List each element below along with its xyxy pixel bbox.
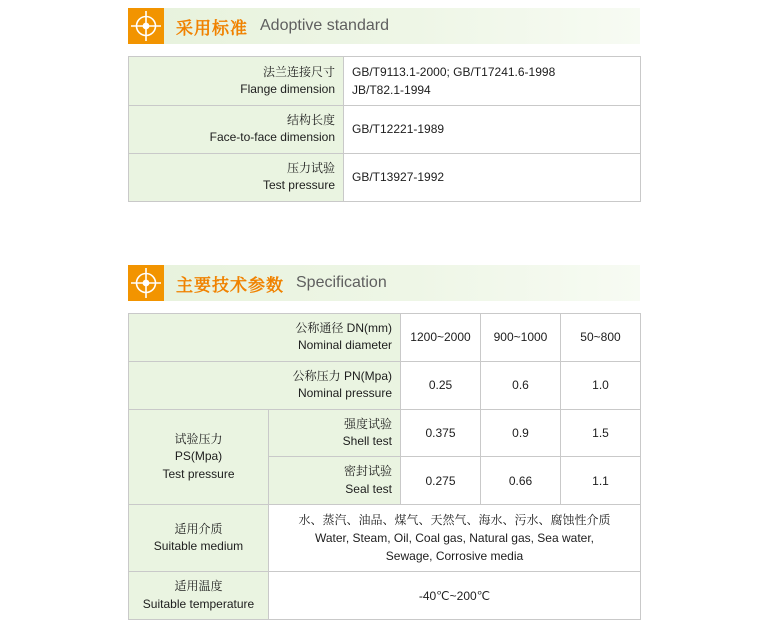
cell-nominal-pressure-1: 0.25 [401, 361, 481, 409]
row-value-flange-dimension [344, 57, 641, 106]
label-en: Face-to-face dimension [209, 130, 335, 145]
label-en: Suitable temperature [142, 596, 255, 611]
row-value-face-to-face [344, 106, 641, 154]
row-label-shell-test [269, 409, 401, 457]
cell-seal-test-2: 0.66 [481, 457, 561, 505]
label-unit: PS(Mpa) [174, 449, 223, 464]
section-title-cn: 采用标准 [176, 18, 248, 38]
row-label-test-pressure [129, 153, 344, 201]
label-en: Shell test [342, 433, 392, 448]
table-row [129, 153, 641, 201]
cell-shell-test-2: 0.9 [481, 409, 561, 457]
table-row [129, 314, 641, 362]
table-row [129, 361, 641, 409]
row-label-nominal-diameter [129, 314, 401, 362]
label-cn: 公称压力 PN(Mpa) [292, 368, 392, 383]
label-cn: 结构长度 [286, 113, 335, 127]
section-title-en: Adoptive standard [260, 17, 389, 34]
cell-nominal-diameter-2: 900~1000 [481, 314, 561, 362]
value-line: Water, Steam, Oil, Coal gas, Natural gas, Sea water, [314, 531, 594, 546]
specification-table [128, 313, 641, 620]
label-cn: 适用温度 [174, 579, 223, 594]
table-row [129, 409, 641, 457]
table-row [129, 57, 641, 106]
row-label-suitable-temperature [129, 572, 269, 620]
cell-nominal-diameter-3: 50~800 [561, 314, 641, 362]
section-specification [128, 265, 640, 620]
table-row [129, 572, 641, 620]
cell-shell-test-3: 1.5 [561, 409, 641, 457]
label-en: Test pressure [262, 178, 335, 193]
section-adoptive-standard [128, 8, 640, 202]
label-cn: 公称通径 DN(mm) [295, 321, 392, 335]
label-cn: 适用介质 [174, 521, 223, 536]
label-en: Nominal pressure [297, 386, 392, 401]
cell-shell-test-1: 0.375 [401, 409, 481, 457]
row-label-nominal-pressure [129, 361, 401, 409]
section-title-en: Specification [296, 274, 387, 291]
cell-nominal-pressure-2: 0.6 [481, 361, 561, 409]
row-label-suitable-medium [129, 505, 269, 572]
row-value-suitable-temperature: -40℃~200℃ [269, 572, 641, 620]
row-label-flange-dimension [129, 57, 344, 106]
cell-seal-test-1: 0.275 [401, 457, 481, 505]
label-en: Nominal diameter [297, 338, 392, 353]
value-line: Sewage, Corrosive media [385, 549, 524, 564]
row-label-test-pressure [129, 409, 269, 505]
value-line: 水、蒸汽、油品、煤气、天然气、海水、污水、腐蚀性介质 [298, 513, 611, 528]
label-cn: 法兰连接尺寸 [262, 64, 335, 79]
label-en: Test pressure [162, 466, 235, 481]
label-cn: 强度试验 [343, 416, 392, 431]
label-en: Flange dimension [240, 82, 335, 96]
cell-seal-test-3: 1.1 [561, 457, 641, 505]
label-cn: 压力试验 [286, 160, 335, 175]
section-header [128, 8, 640, 44]
row-label-face-to-face [129, 106, 344, 154]
table-row [129, 106, 641, 154]
table-row [129, 505, 641, 572]
section-header [128, 265, 640, 301]
label-cn: 密封试验 [343, 464, 392, 479]
value-line: JB/T82.1-1994 [352, 83, 431, 97]
row-value-suitable-medium [269, 505, 641, 572]
row-value-test-pressure [344, 153, 641, 201]
target-crosshair-icon [128, 265, 164, 301]
cell-nominal-pressure-3: 1.0 [561, 361, 641, 409]
label-en: Seal test [345, 481, 392, 496]
cell-nominal-diameter-1: 1200~2000 [401, 314, 481, 362]
label-cn: 试验压力 [174, 431, 223, 446]
target-crosshair-icon [128, 8, 164, 44]
value-line: GB/T13927-1992 [352, 170, 445, 185]
section-title-cn: 主要技术参数 [176, 275, 284, 295]
value-line: GB/T9113.1-2000; GB/T17241.6-1998 [352, 65, 556, 79]
label-en: Suitable medium [153, 539, 244, 554]
row-label-seal-test [269, 457, 401, 505]
value-line: GB/T12221-1989 [352, 122, 445, 137]
adoptive-standard-table [128, 56, 641, 202]
